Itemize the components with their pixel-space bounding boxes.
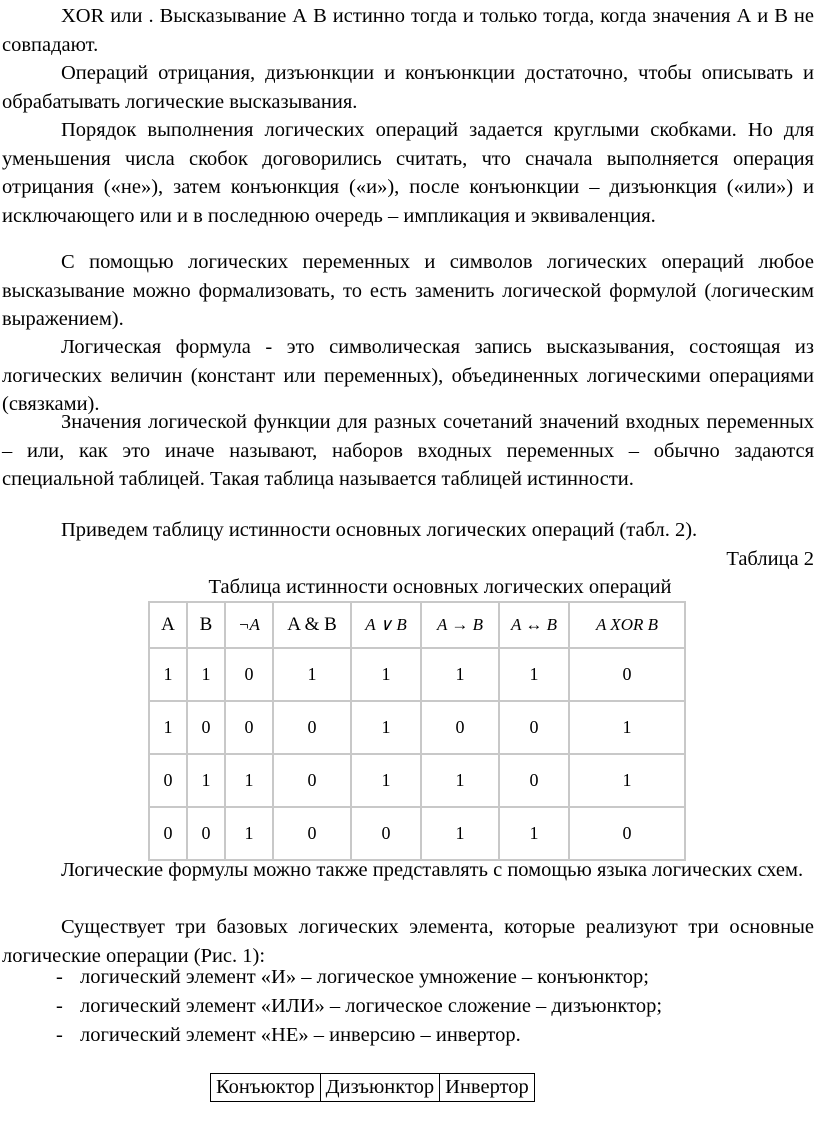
list-item [56,992,662,1020]
header-cell: B [187,602,225,648]
paragraph-base-elements: Существует три базовых логических элемента, которые реализуют три основные логические операции (Рис. 1): [2,916,814,967]
table-cell: 1 [421,648,499,701]
paragraph-schemes: Логические формулы можно также представлять с помощью языка логических схем. [61,859,804,881]
table-cell: 0 [273,701,351,754]
table-cell: 0 [225,701,273,754]
table-row [149,648,685,701]
table-cell: 1 [351,648,421,701]
list-marker: - [56,1024,63,1046]
table-cell: 1 [351,701,421,754]
table-cell: 0 [273,754,351,807]
table-cell: 0 [149,754,187,807]
table-cell: 1 [149,701,187,754]
table-cell: 1 [187,754,225,807]
header-cell: A → B [421,602,499,648]
figure-label-disjunctor: Дизъюнктор [320,1074,439,1102]
paragraph-operations: Операций отрицания, дизъюнкции и конъюнкции достаточно, чтобы описывать и обрабатывать логические высказывания. [2,62,814,113]
paragraph-order: Порядок выполнения логических операций задается круглыми скобками. Но для уменьшения числа скобок договорились считать, что сначала выполняется операция отрицания («не»), затем конъюнкция («и»), после конъюнкции – дизъюнкция («или») и исключающего или и в последнюю очередь – импликация и эквиваленция. [2,119,814,227]
list-marker: - [56,995,63,1017]
table-cell: 1 [421,754,499,807]
table-cell: 1 [351,754,421,807]
list-item-text: логический элемент «НЕ» – инверсию – инвертор. [80,1024,521,1046]
table-cell: 0 [273,807,351,860]
list-marker: - [56,966,63,988]
table-cell: 0 [351,807,421,860]
truth-table [148,601,686,861]
table-label: Таблица 2 [726,548,814,570]
paragraph-truth-table: Значения логической функции для разных сочетаний значений входных переменных – или, как это иначе называют, наборов входных переменных – обычно задаются специальной таблицей. Такая таблица называется таблицей истинности. [2,411,814,491]
table-cell: 1 [187,648,225,701]
table-cell: 0 [187,701,225,754]
paragraph-formula: Логическая формула - это символическая запись высказывания, состоящая из логических величин (констант или переменных), объединенных логическими операциями (связками). [2,336,814,416]
paragraph-xor: XOR или . Высказывание А В истинно тогда и только тогда, когда значения А и В не совпадают. [2,5,814,56]
table-cell: 1 [149,648,187,701]
header-cell: A & B [273,602,351,648]
table-cell: 1 [421,807,499,860]
table-cell: 1 [225,807,273,860]
header-cell: A [149,602,187,648]
figure-label-conjunctor: Конъюктор [211,1074,321,1102]
list-item-text: логический элемент «ИЛИ» – логическое сложение – дизъюнктор; [80,995,663,1017]
figure-label-row [211,1074,535,1102]
table-cell: 0 [187,807,225,860]
header-cell: A XOR B [569,602,685,648]
table-title: Таблица истинности основных логических операций [208,576,672,598]
table-cell: 1 [499,648,569,701]
table-row [149,807,685,860]
table-cell: 0 [569,648,685,701]
table-cell: 0 [499,701,569,754]
paragraph-table-intro: Приведем таблицу истинности основных логических операций (табл. 2). [61,519,698,541]
table-cell: 0 [149,807,187,860]
table-row [149,701,685,754]
table-row [149,754,685,807]
list-item [56,963,649,991]
figure-label-inverter: Инвертор [440,1074,535,1102]
header-cell: A ∨ B [351,602,421,648]
header-cell: A ↔ B [499,602,569,648]
table-header-row [149,602,685,648]
list-item-text: логический элемент «И» – логическое умножение – конъюнктор; [80,966,649,988]
table-cell: 1 [273,648,351,701]
table-cell: 0 [569,807,685,860]
table-cell: 1 [225,754,273,807]
table-cell: 1 [569,701,685,754]
table-cell: 1 [569,754,685,807]
paragraph-formalize: С помощью логических переменных и символов логических операций любое высказывание можно формализовать, то есть заменить логической формулой (логическим выражением). [2,251,814,331]
table-cell: 1 [499,807,569,860]
header-cell: ¬A [225,602,273,648]
table-cell: 0 [499,754,569,807]
table-cell: 0 [225,648,273,701]
table-cell: 0 [421,701,499,754]
list-item [56,1021,521,1049]
figure-label-table [210,1073,535,1102]
